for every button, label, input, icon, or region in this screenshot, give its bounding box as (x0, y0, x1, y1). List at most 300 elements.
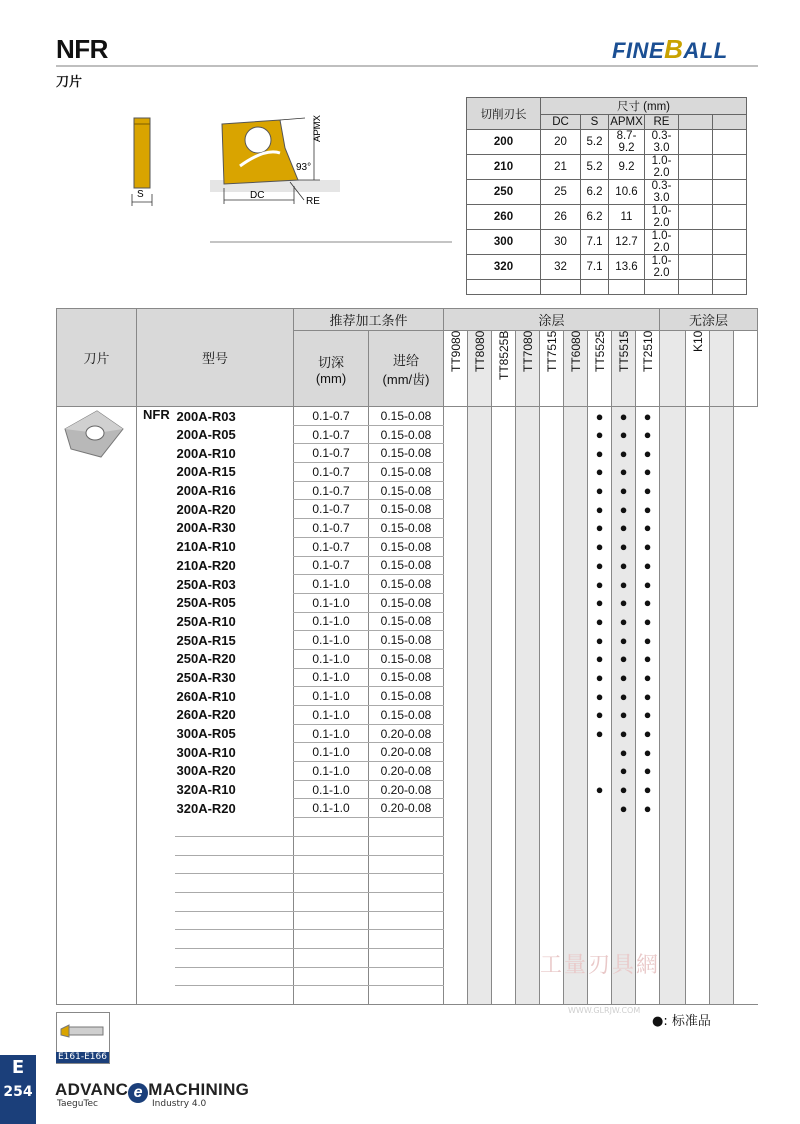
grade-header (540, 331, 564, 407)
grade-cell (516, 948, 540, 967)
grade-cell (492, 687, 516, 706)
feed-cell: 0.15-0.08 (369, 668, 444, 687)
grade-cell (612, 930, 636, 949)
footer-tagline: Industry 4.0 (152, 1099, 207, 1109)
grade-label: TT9080 (448, 331, 463, 373)
grade-cell (588, 986, 612, 1005)
grade-cell (660, 818, 686, 837)
grade-cell (686, 500, 710, 519)
grade-cell (686, 425, 710, 444)
header-uncoated: 无涂层 (660, 309, 758, 331)
grade-cell (710, 967, 734, 986)
grade-cell: ● (612, 743, 636, 762)
grade-cell (492, 818, 516, 837)
dim-cell-blank (679, 155, 713, 180)
grade-cell (686, 855, 710, 874)
dim-cell-size: 320 (467, 255, 541, 280)
depth-cell: 0.1-1.0 (294, 631, 369, 650)
grade-cell: ● (588, 575, 612, 594)
grade-cell (492, 500, 516, 519)
grade-cell (540, 575, 564, 594)
grade-cell (710, 593, 734, 612)
grade-cell: ● (636, 724, 660, 743)
grade-cell (564, 612, 588, 631)
model-cell: 300A-R10 (176, 744, 236, 760)
grade-cell (468, 892, 492, 911)
watermark-url: WWW.GLRJW.COM (568, 1006, 641, 1015)
dim-cell-s: 5.2 (581, 130, 609, 155)
grade-cell (564, 463, 588, 482)
page-number: 254 (3, 1084, 33, 1100)
grade-cell: ● (636, 687, 660, 706)
grade-cell (612, 986, 636, 1005)
grade-cell (588, 930, 612, 949)
grade-cell (516, 799, 540, 818)
grade-header-blank (734, 331, 758, 407)
grade-cell (540, 425, 564, 444)
grade-header (636, 331, 660, 407)
grade-cell (540, 593, 564, 612)
grade-cell (468, 481, 492, 500)
grade-cell: ● (612, 724, 636, 743)
feed-cell: 0.15-0.08 (369, 612, 444, 631)
dim-cell-blank (713, 130, 747, 155)
grade-cell (734, 575, 758, 594)
dim-row (467, 205, 747, 230)
legend: ●: 标准品 (652, 1014, 711, 1029)
footer-company: TaeguTec (57, 1099, 98, 1109)
model-cell: 200A-R20 (176, 501, 236, 517)
grade-cell (468, 986, 492, 1005)
grade-cell (734, 874, 758, 893)
grade-cell (588, 855, 612, 874)
grade-cell (660, 930, 686, 949)
grade-cell: ● (588, 631, 612, 650)
grade-cell (516, 519, 540, 538)
grade-cell (468, 911, 492, 930)
grade-cell (468, 724, 492, 743)
grade-label: TT5525 (592, 331, 607, 373)
grade-cell (492, 649, 516, 668)
dim-cell-re: 1.0-2.0 (645, 230, 679, 255)
grade-cell (734, 631, 758, 650)
grade-cell (564, 575, 588, 594)
grade-cell (686, 575, 710, 594)
grade-cell: ● (636, 743, 660, 762)
grade-cell (564, 836, 588, 855)
model-cell: 200A-R15 (176, 464, 236, 480)
grade-cell (516, 986, 540, 1005)
grade-cell (734, 836, 758, 855)
dim-cell-blank (679, 130, 713, 155)
grade-cell (612, 892, 636, 911)
model-cell: 200A-R30 (176, 520, 236, 536)
grade-cell (686, 519, 710, 538)
grade-cell (588, 892, 612, 911)
grade-cell (540, 799, 564, 818)
grade-cell (516, 537, 540, 556)
grade-cell (564, 519, 588, 538)
grade-cell (660, 631, 686, 650)
grade-cell (492, 593, 516, 612)
insert-side-view (134, 118, 150, 188)
grade-cell (710, 706, 734, 725)
grade-cell: ● (636, 500, 660, 519)
depth-cell: 0.1-0.7 (294, 463, 369, 482)
grade-cell: ● (588, 668, 612, 687)
grade-cell (734, 743, 758, 762)
header-coated: 涂层 (444, 309, 660, 331)
dim-cell-apmx: 10.6 (609, 180, 645, 205)
grade-cell (660, 986, 686, 1005)
grade-cell: ● (636, 444, 660, 463)
grade-cell (660, 948, 686, 967)
grade-cell (444, 649, 468, 668)
grade-label: TT5515 (616, 331, 631, 373)
depth-cell: 0.1-0.7 (294, 519, 369, 538)
grade-cell (492, 481, 516, 500)
grade-cell (516, 649, 540, 668)
depth-cell: 0.1-0.7 (294, 425, 369, 444)
grade-cell (516, 818, 540, 837)
dim-col-s: S (581, 115, 609, 130)
grade-cell (516, 967, 540, 986)
grade-cell (710, 724, 734, 743)
grade-cell (686, 780, 710, 799)
grade-cell (660, 649, 686, 668)
grade-cell (564, 425, 588, 444)
grade-cell (660, 743, 686, 762)
grade-cell: ● (588, 407, 612, 426)
grade-cell (564, 631, 588, 650)
title-divider (56, 65, 758, 67)
depth-cell: 0.1-1.0 (294, 743, 369, 762)
grade-cell (636, 874, 660, 893)
grade-cell (468, 780, 492, 799)
dim-label-angle: 93° (296, 162, 312, 173)
grade-cell (468, 407, 492, 426)
grade-cell (734, 537, 758, 556)
header-feed: 进给 (mm/齿) (369, 331, 444, 407)
model-cell: 250A-R05 (176, 595, 236, 611)
grade-cell (660, 593, 686, 612)
grade-cell (444, 892, 468, 911)
grade-cell (734, 500, 758, 519)
grade-cell: ● (636, 668, 660, 687)
grade-cell (444, 407, 468, 426)
grade-cell (636, 836, 660, 855)
grade-cell (710, 463, 734, 482)
grade-cell (516, 855, 540, 874)
grade-cell (444, 668, 468, 687)
grade-cell: ● (636, 575, 660, 594)
grade-cell: ● (636, 706, 660, 725)
model-cell: 300A-R05 (176, 726, 236, 742)
dim-header-group: 尺寸 (mm) (541, 98, 747, 115)
depth-cell: 0.1-1.0 (294, 799, 369, 818)
feed-cell: 0.20-0.08 (369, 762, 444, 781)
grade-cell (468, 612, 492, 631)
grade-cell (444, 537, 468, 556)
dim-cell-re: 1.0-2.0 (645, 155, 679, 180)
model-cell (175, 967, 294, 986)
grade-cell: ● (636, 762, 660, 781)
grade-cell: ● (588, 500, 612, 519)
insert-image (57, 407, 137, 1005)
grade-cell (468, 967, 492, 986)
dim-col-apmx: APMX (610, 116, 643, 128)
grade-cell (734, 892, 758, 911)
grade-cell (540, 818, 564, 837)
grade-label: K10 (690, 331, 705, 353)
grade-cell (686, 743, 710, 762)
depth-cell: 0.1-0.7 (294, 500, 369, 519)
grade-cell: ● (636, 463, 660, 482)
grade-cell (660, 967, 686, 986)
grade-label: TT7080 (520, 331, 535, 373)
grade-cell (564, 986, 588, 1005)
grade-cell (540, 930, 564, 949)
grade-cell (710, 818, 734, 837)
grade-cell (612, 874, 636, 893)
dim-cell-size: 250 (467, 180, 541, 205)
grade-cell (686, 799, 710, 818)
grade-cell: ● (612, 593, 636, 612)
dim-row (467, 155, 747, 180)
grade-cell (468, 649, 492, 668)
grade-cell (516, 706, 540, 725)
dim-cell-blank (713, 180, 747, 205)
grade-cell (710, 631, 734, 650)
dim-cell-blank (679, 255, 713, 280)
grade-cell (660, 612, 686, 631)
grade-cell (686, 537, 710, 556)
grade-cell: ● (636, 799, 660, 818)
dim-label-s: S (137, 189, 144, 200)
grade-cell (492, 556, 516, 575)
grade-cell (686, 930, 710, 949)
grade-cell (468, 836, 492, 855)
insert-photo-icon (57, 407, 135, 467)
grade-cell (660, 556, 686, 575)
grade-cell (734, 444, 758, 463)
grade-cell: ● (636, 780, 660, 799)
grade-cell (444, 575, 468, 594)
grade-cell (444, 799, 468, 818)
grade-label: TT8080 (472, 331, 487, 373)
dim-cell-re: 1.0-2.0 (645, 205, 679, 230)
grade-cell (710, 649, 734, 668)
grade-cell (540, 463, 564, 482)
feed-cell (369, 836, 444, 855)
grade-cell (516, 780, 540, 799)
grade-cell: ● (612, 762, 636, 781)
grade-cell: ● (588, 463, 612, 482)
dim-col-re: RE (645, 115, 679, 130)
grade-cell (710, 556, 734, 575)
grade-cell (564, 930, 588, 949)
grade-cell: ● (588, 649, 612, 668)
grade-cell (516, 556, 540, 575)
grade-cell (468, 519, 492, 538)
dim-cell-blank (679, 230, 713, 255)
model-cell (175, 818, 294, 837)
grade-cell (564, 556, 588, 575)
grade-header (444, 331, 468, 407)
grade-cell (444, 463, 468, 482)
grade-cell: ● (612, 556, 636, 575)
model-cell (175, 986, 294, 1005)
grade-cell (516, 930, 540, 949)
grade-cell (468, 593, 492, 612)
feed-cell (369, 948, 444, 967)
depth-cell (294, 855, 369, 874)
page-subtitle: 刀片 (56, 75, 83, 90)
grade-cell (734, 556, 758, 575)
grade-cell: ● (612, 780, 636, 799)
depth-cell: 0.1-1.0 (294, 668, 369, 687)
depth-cell: 0.1-1.0 (294, 649, 369, 668)
grade-cell: ● (588, 780, 612, 799)
grade-cell (444, 593, 468, 612)
dim-row (467, 180, 747, 205)
grade-cell (516, 575, 540, 594)
dim-cell-apmx: 13.6 (609, 255, 645, 280)
grade-cell: ● (612, 687, 636, 706)
grade-cell (468, 575, 492, 594)
grade-cell (516, 612, 540, 631)
depth-cell: 0.1-1.0 (294, 687, 369, 706)
feed-cell (369, 818, 444, 837)
grade-cell (588, 799, 612, 818)
grade-cell (710, 519, 734, 538)
grade-cell (540, 780, 564, 799)
grade-cell: ● (612, 444, 636, 463)
grade-cell (444, 631, 468, 650)
grade-cell (710, 911, 734, 930)
feed-cell: 0.15-0.08 (369, 556, 444, 575)
dim-row (467, 230, 747, 255)
depth-cell: 0.1-0.7 (294, 556, 369, 575)
dim-cell-apmx: 11 (609, 205, 645, 230)
depth-cell (294, 967, 369, 986)
grade-cell (468, 855, 492, 874)
grade-cell: ● (636, 556, 660, 575)
grade-cell: ● (588, 706, 612, 725)
grade-cell (564, 407, 588, 426)
grade-cell (540, 892, 564, 911)
grade-cell (686, 911, 710, 930)
grade-cell (734, 986, 758, 1005)
grade-cell (686, 706, 710, 725)
model-cell: 210A-R20 (176, 557, 236, 573)
grade-cell (444, 444, 468, 463)
grade-cell (444, 706, 468, 725)
feed-cell (369, 967, 444, 986)
grade-cell (660, 668, 686, 687)
depth-cell: 0.1-0.7 (294, 407, 369, 426)
grade-cell (710, 855, 734, 874)
depth-cell: 0.1-0.7 (294, 444, 369, 463)
grade-cell (444, 967, 468, 986)
dim-label-dc: DC (250, 190, 265, 201)
grade-cell: ● (612, 537, 636, 556)
grade-cell (564, 818, 588, 837)
grade-cell (492, 743, 516, 762)
grade-cell (734, 967, 758, 986)
grade-cell: ● (612, 425, 636, 444)
cutter-icon (57, 1013, 109, 1053)
grade-cell (686, 818, 710, 837)
dim-cell-apmx: 12.7 (609, 230, 645, 255)
grade-cell (444, 818, 468, 837)
grade-cell (686, 481, 710, 500)
grade-cell (516, 444, 540, 463)
grade-cell (710, 874, 734, 893)
dim-label-re: RE (306, 196, 320, 207)
grade-cell (564, 743, 588, 762)
grade-cell (710, 425, 734, 444)
feed-cell: 0.15-0.08 (369, 631, 444, 650)
grade-cell (686, 948, 710, 967)
dim-row (467, 130, 747, 155)
grade-cell: ● (636, 649, 660, 668)
grade-cell (444, 780, 468, 799)
grade-cell (710, 836, 734, 855)
depth-cell (294, 948, 369, 967)
dim-cell-apmx: 8.7-9.2 (609, 130, 645, 155)
grade-cell (564, 911, 588, 930)
grade-cell (540, 407, 564, 426)
grade-cell: ● (612, 519, 636, 538)
dim-cell-s: 6.2 (581, 180, 609, 205)
grade-cell (588, 762, 612, 781)
grade-cell (686, 836, 710, 855)
grade-cell: ● (612, 612, 636, 631)
grade-cell (734, 407, 758, 426)
grade-cell (636, 911, 660, 930)
grade-cell (564, 724, 588, 743)
feed-cell (369, 911, 444, 930)
grade-cell (734, 855, 758, 874)
feed-cell: 0.15-0.08 (369, 706, 444, 725)
grade-cell (734, 649, 758, 668)
grade-label: TT6080 (568, 331, 583, 373)
grade-cell (686, 967, 710, 986)
grade-cell: ● (612, 500, 636, 519)
grade-cell (660, 911, 686, 930)
grade-cell (444, 836, 468, 855)
feed-cell (369, 855, 444, 874)
model-prefix: NFR (137, 407, 175, 1005)
dim-cell-size: 300 (467, 230, 541, 255)
depth-cell (294, 930, 369, 949)
grade-cell (444, 762, 468, 781)
grade-cell (468, 706, 492, 725)
grade-cell (540, 687, 564, 706)
grade-cell (492, 762, 516, 781)
grade-cell (540, 836, 564, 855)
depth-cell: 0.1-1.0 (294, 780, 369, 799)
grade-cell (492, 612, 516, 631)
grade-cell (734, 799, 758, 818)
grade-cell (516, 762, 540, 781)
grade-cell (734, 948, 758, 967)
grade-cell (734, 724, 758, 743)
feed-cell: 0.15-0.08 (369, 463, 444, 482)
model-cell (175, 911, 294, 930)
header-conditions: 推荐加工条件 (294, 309, 444, 331)
